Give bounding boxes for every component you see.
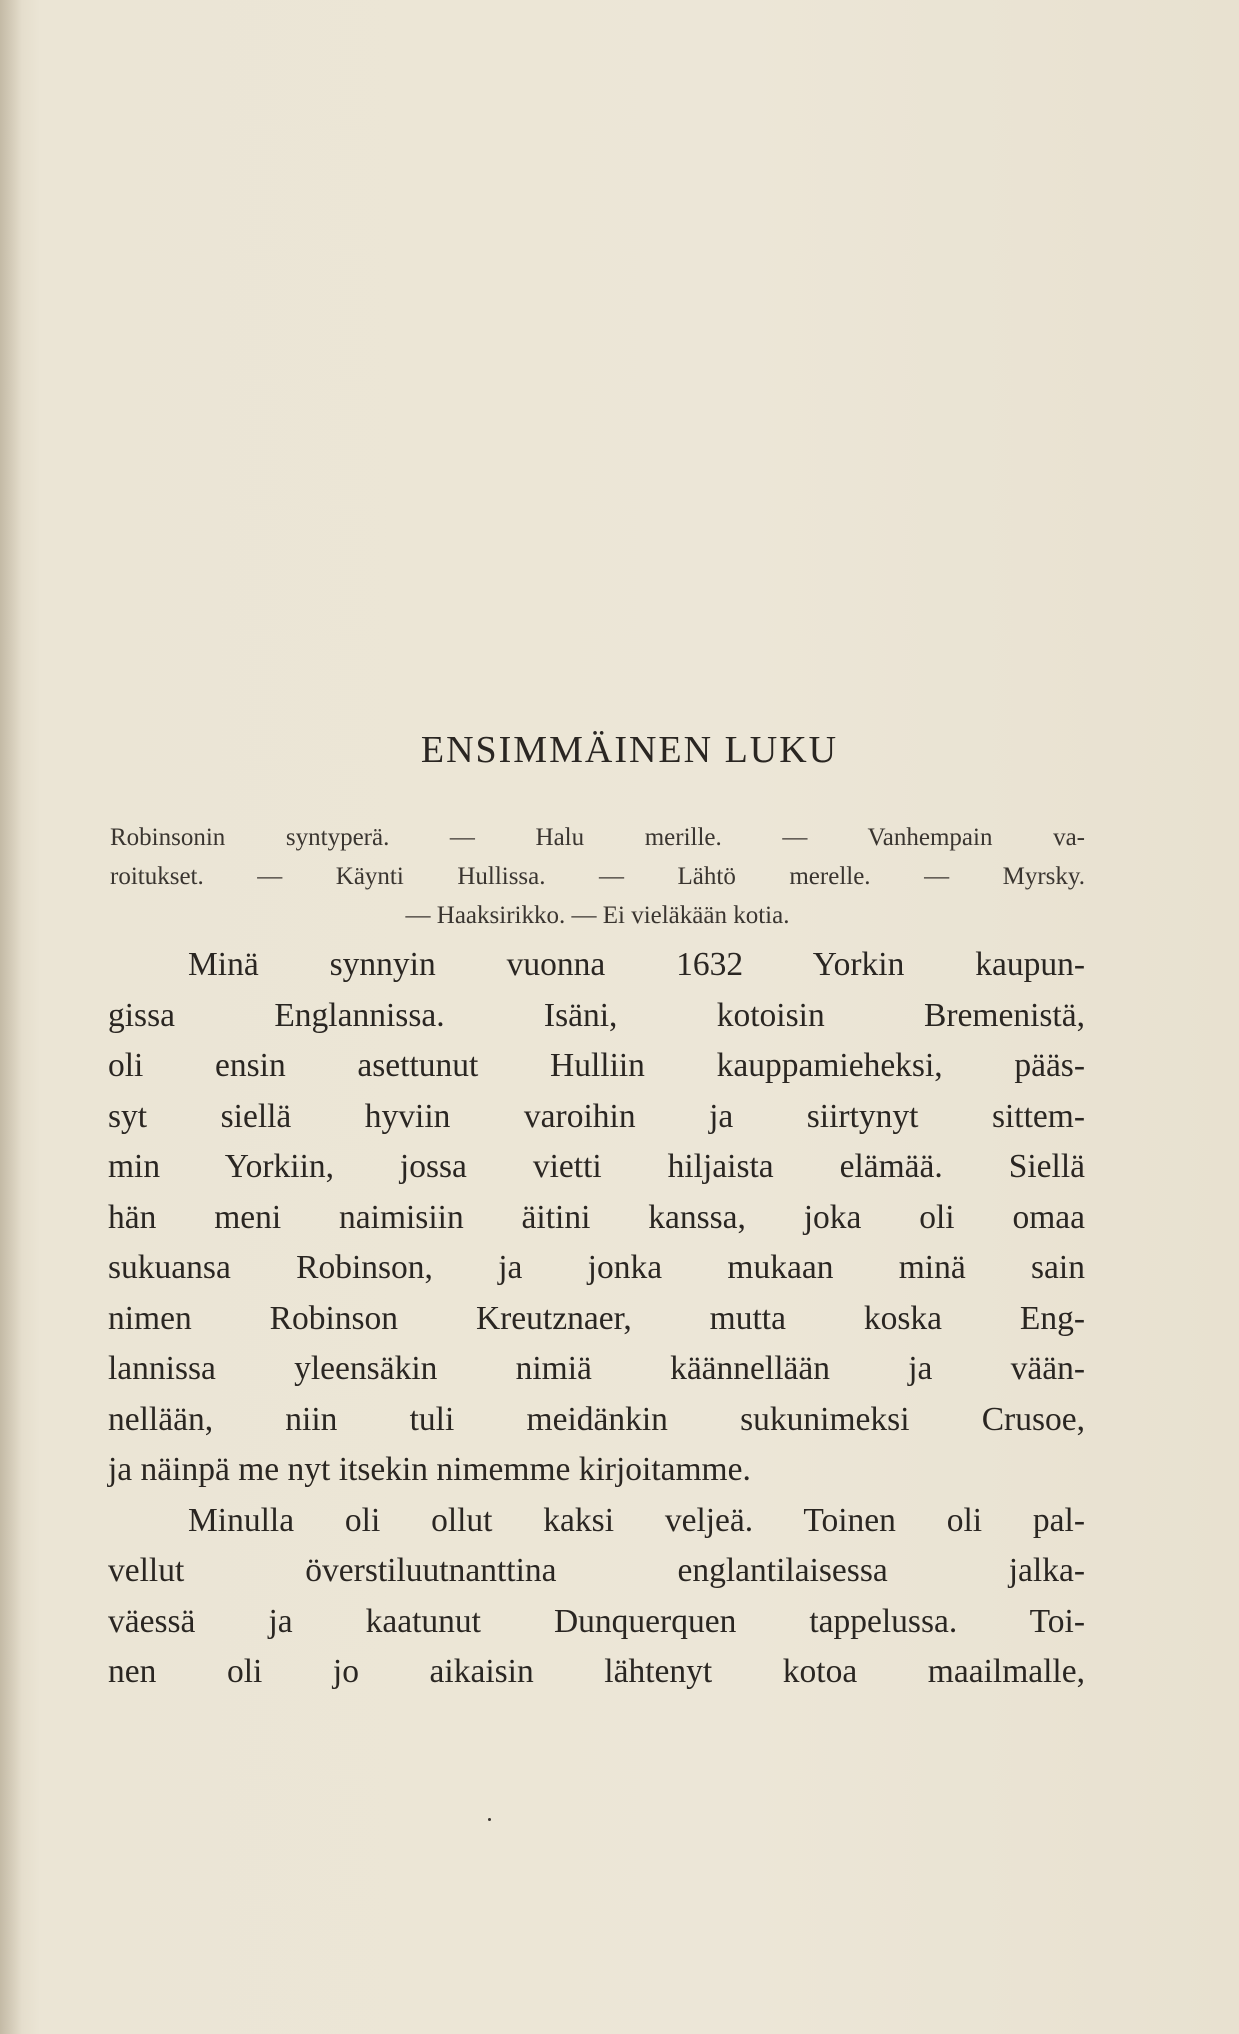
text-line: Minulla oli ollut kaksi veljeä. Toinen oli pal- (188, 1501, 1085, 1539)
binding-shadow (0, 0, 22, 2034)
summary-line: Robinsonin syntyperä. — Halu merille. — Vanhempain va- (110, 824, 1085, 851)
text-line: ja näinpä me nyt itsekin nimemme kirjoitamme. (108, 1451, 751, 1488)
text-line: väessä ja kaatunut Dunquerquen tappelussa. Toi- (108, 1602, 1085, 1640)
text-line: nellään, niin tuli meidänkin sukunimeksi Crusoe, (108, 1400, 1085, 1438)
text-line: hän meni naimisiin äitini kanssa, joka oli omaa (108, 1198, 1085, 1236)
body-paragraphs (108, 940, 1085, 1698)
print-speck (488, 1818, 491, 1821)
text-line: vellut överstiluutnanttina englantilaisessa jalka- (108, 1552, 1085, 1589)
text-line: nen oli jo aikaisin lähtenyt kotoa maailmalle, (108, 1653, 1085, 1690)
text-line: nimen Robinson Kreutznaer, mutta koska Eng- (108, 1299, 1085, 1337)
text-line: lannissa yleensäkin nimiä käännellään ja vään- (108, 1350, 1085, 1387)
summary-line: — Haaksirikko. — Ei vieläkään kotia. (405, 902, 790, 929)
text-line: syt siellä hyviin varoihin ja siirtynyt sittem- (108, 1097, 1085, 1135)
text-line: oli ensin asettunut Hulliin kauppamieheksi, pääs- (108, 1047, 1085, 1084)
chapter-summary (110, 818, 1085, 935)
text-line: gissa Englannissa. Isäni, kotoisin Bremenistä, (108, 996, 1085, 1034)
text-line: min Yorkiin, jossa vietti hiljaista elämää. Siellä (108, 1148, 1085, 1185)
text-line: sukuansa Robinson, ja jonka mukaan minä sain (108, 1249, 1085, 1286)
chapter-title: ENSIMMÄINEN LUKU (420, 729, 839, 771)
summary-line: roitukset. — Käynti Hullissa. — Lähtö merelle. — Myrsky. (110, 863, 1085, 890)
text-line: Minä synnyin vuonna 1632 Yorkin kaupun- (188, 946, 1085, 983)
